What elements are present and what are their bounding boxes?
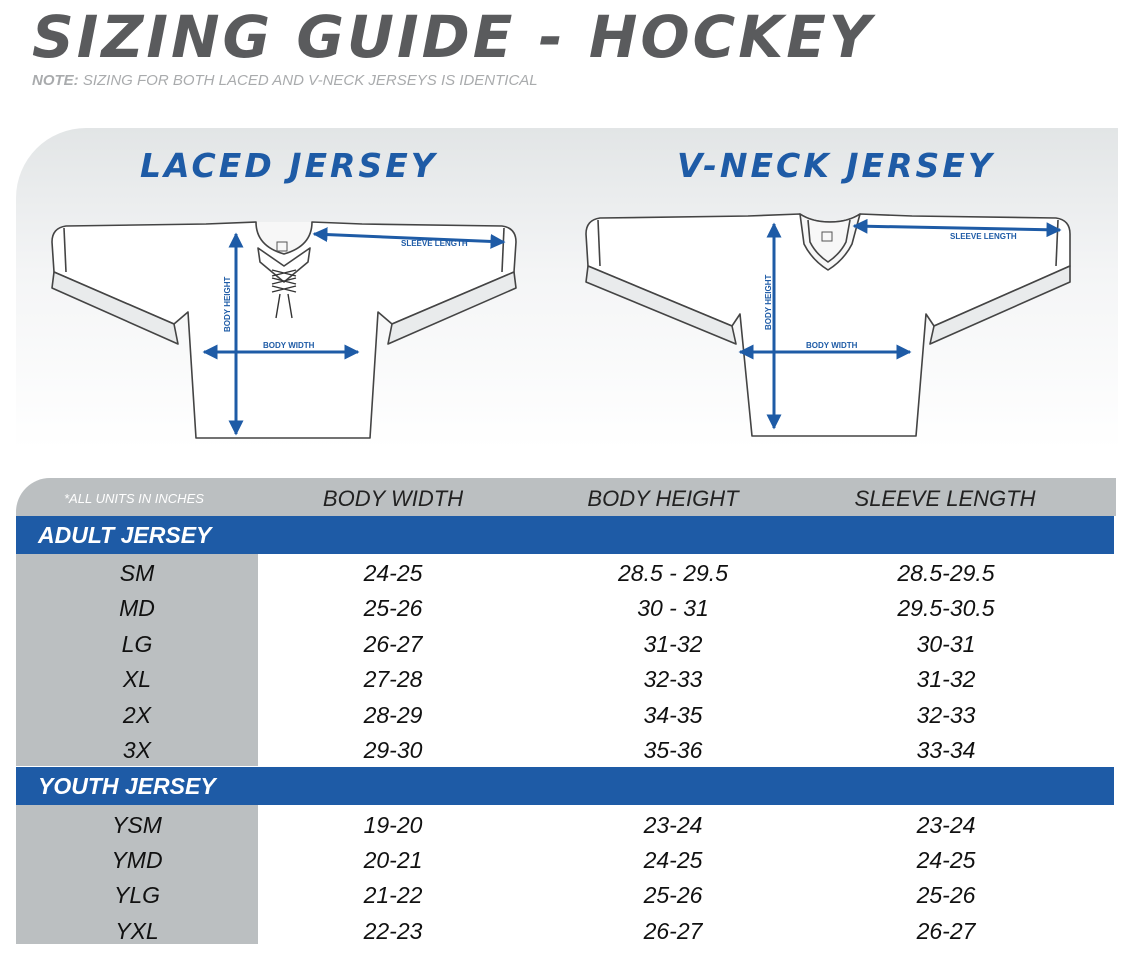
units-note: *ALL UNITS IN INCHES — [64, 491, 204, 506]
size-cell: 2X — [122, 702, 152, 728]
body-width-cell: 24-25 — [363, 560, 423, 586]
vneck-jersey-diagram — [582, 208, 1082, 438]
body-height-cell: 26-27 — [643, 918, 703, 944]
size-cell: SM — [119, 560, 155, 586]
vneck-jersey-title: V-NECK JERSEY — [677, 146, 995, 185]
table-row — [16, 591, 1116, 626]
body-width-cell: 22-23 — [363, 918, 423, 944]
sleeve-length-cell: 26-27 — [916, 918, 976, 944]
table-row — [16, 698, 1116, 733]
body-height-cell: 34-35 — [643, 702, 703, 728]
column-header-sleeve-length: SLEEVE LENGTH — [854, 486, 1036, 511]
vneck-sleeve-length-label: SLEEVE LENGTH — [950, 232, 1017, 241]
body-height-cell: 23-24 — [643, 812, 703, 838]
youth-jersey-section-header — [16, 767, 1114, 805]
laced-body-height-label: BODY HEIGHT — [223, 276, 232, 332]
body-height-cell: 31-32 — [643, 631, 703, 657]
body-height-cell: 24-25 — [643, 847, 703, 873]
size-cell: YXL — [115, 918, 159, 944]
body-height-cell: 32-33 — [643, 666, 703, 692]
body-width-cell: 29-30 — [363, 737, 423, 763]
table-row — [16, 843, 1116, 878]
table-row — [16, 914, 1116, 949]
note-text: SIZING FOR BOTH LACED AND V-NECK JERSEYS IS IDENTICAL — [78, 72, 538, 89]
table-row — [16, 627, 1116, 662]
body-width-cell: 19-20 — [363, 812, 423, 838]
vneck-body-height-label: BODY HEIGHT — [764, 274, 773, 330]
sleeve-length-cell: 28.5-29.5 — [897, 560, 995, 586]
youth-jersey-label: YOUTH JERSEY — [38, 773, 216, 799]
sleeve-length-cell: 32-33 — [916, 702, 976, 728]
size-cell: 3X — [122, 737, 152, 763]
laced-jersey-outline — [52, 222, 516, 438]
laced-jersey-title: LACED JERSEY — [140, 146, 438, 185]
size-cell: MD — [119, 595, 155, 621]
body-width-cell: 25-26 — [363, 595, 423, 621]
column-header-body-height: BODY HEIGHT — [587, 486, 739, 511]
sleeve-length-cell: 29.5-30.5 — [897, 595, 995, 621]
laced-jersey-diagram — [46, 212, 526, 440]
body-width-cell: 27-28 — [363, 666, 423, 692]
sleeve-length-cell: 31-32 — [916, 666, 976, 692]
body-height-cell: 35-36 — [643, 737, 703, 763]
adult-jersey-section-header — [16, 516, 1114, 554]
laced-sleeve-length-label: SLEEVE LENGTH — [401, 239, 468, 248]
size-cell: YLG — [113, 882, 161, 908]
vneck-jersey-outline — [586, 214, 1070, 436]
laced-body-width-label: BODY WIDTH — [263, 341, 315, 350]
body-width-cell: 28-29 — [363, 702, 423, 728]
sleeve-length-cell: 30-31 — [916, 631, 976, 657]
sleeve-length-cell: 33-34 — [916, 737, 976, 763]
body-height-cell: 25-26 — [643, 882, 703, 908]
page-title: SIZING GUIDE - HOCKEY — [32, 3, 874, 71]
body-height-cell: 30 - 31 — [637, 595, 709, 621]
sizing-note — [32, 72, 538, 89]
size-cell: YSM — [112, 812, 162, 838]
table-row — [16, 733, 1116, 768]
body-width-cell: 21-22 — [363, 882, 423, 908]
size-cell: LG — [121, 631, 153, 657]
table-row — [16, 878, 1116, 913]
table-row — [16, 556, 1116, 591]
adult-jersey-label: ADULT JERSEY — [38, 522, 212, 548]
column-header-body-width: BODY WIDTH — [322, 486, 464, 511]
sleeve-length-cell: 24-25 — [916, 847, 976, 873]
body-width-cell: 20-21 — [363, 847, 423, 873]
sleeve-length-cell: 25-26 — [916, 882, 976, 908]
body-width-cell: 26-27 — [363, 631, 423, 657]
table-row — [16, 808, 1116, 843]
note-prefix: NOTE: — [32, 72, 79, 89]
table-row — [16, 662, 1116, 697]
sleeve-length-cell: 23-24 — [916, 812, 976, 838]
body-height-cell: 28.5 - 29.5 — [618, 560, 728, 586]
size-cell: XL — [122, 666, 152, 692]
vneck-body-width-label: BODY WIDTH — [806, 341, 858, 350]
size-cell: YMD — [111, 847, 163, 873]
